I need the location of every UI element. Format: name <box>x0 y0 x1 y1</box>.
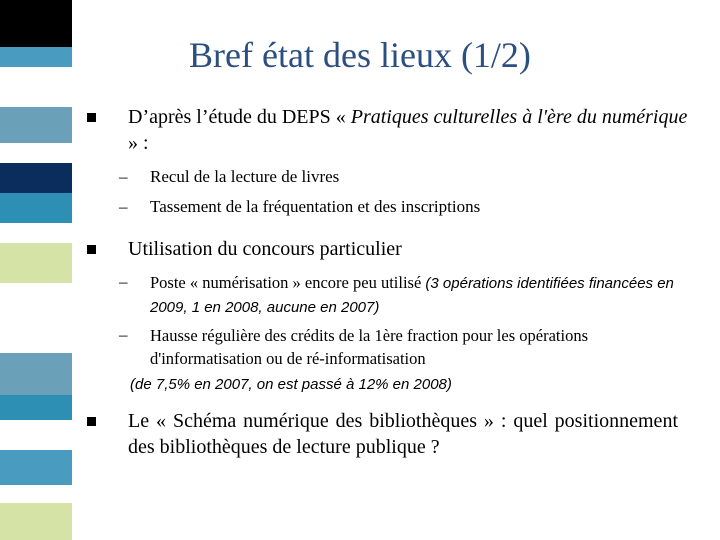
sidebar-block <box>0 503 72 540</box>
decorative-sidebar <box>0 0 72 540</box>
bullet-marker <box>87 245 96 254</box>
dash-marker: – <box>119 167 128 186</box>
sidebar-block <box>0 163 72 193</box>
bullet-marker <box>87 417 96 426</box>
sidebar-block <box>0 143 72 163</box>
sub-item-note: (3 opérations identifiées financées en 2009, 1 en 2008, aucune en 2007) <box>150 275 674 316</box>
footnote: (de 7,5% en 2007, on est passé à 12% en 2008) <box>130 376 452 393</box>
sidebar-block <box>0 450 72 485</box>
study-title: Pratiques culturelles à l'ère du numérique <box>350 106 688 128</box>
sub-item: Hausse régulière des crédits de la 1ère fraction pour les opérations d'informatisation ou de ré-informatisation <box>150 326 588 368</box>
bullet-text: Utilisation du concours particulier <box>128 238 402 260</box>
bullet-text: Le « Schéma numérique des bibliothèques » : quel positionnement des bibliothèques de lecture publique ? <box>128 410 678 458</box>
sub-item-part: Poste « numérisation » encore peu utilisé <box>150 273 426 292</box>
dash-marker: – <box>119 325 128 344</box>
sidebar-block <box>0 243 72 283</box>
sub-item: Tassement de la fréquentation et des inscriptions <box>150 197 481 216</box>
sub-item: Recul de la lecture de livres <box>150 167 340 186</box>
sub-item <box>150 271 695 319</box>
dash-marker: – <box>119 272 128 291</box>
sidebar-block <box>0 485 72 503</box>
sidebar-block <box>0 420 72 450</box>
sidebar-block <box>0 107 72 143</box>
sidebar-block <box>0 283 72 353</box>
dash-marker: – <box>119 197 128 216</box>
bullet-text <box>128 104 688 156</box>
bullet-marker <box>87 113 96 122</box>
bullet-text-part: » : <box>128 132 149 154</box>
sidebar-block <box>0 193 72 223</box>
bullet-text-part: D’après l’étude du DEPS « <box>128 106 351 128</box>
slide-title: Bref état des lieux (1/2) <box>189 35 531 75</box>
sidebar-block <box>0 223 72 243</box>
sidebar-block <box>0 395 72 420</box>
sidebar-block <box>0 353 72 395</box>
